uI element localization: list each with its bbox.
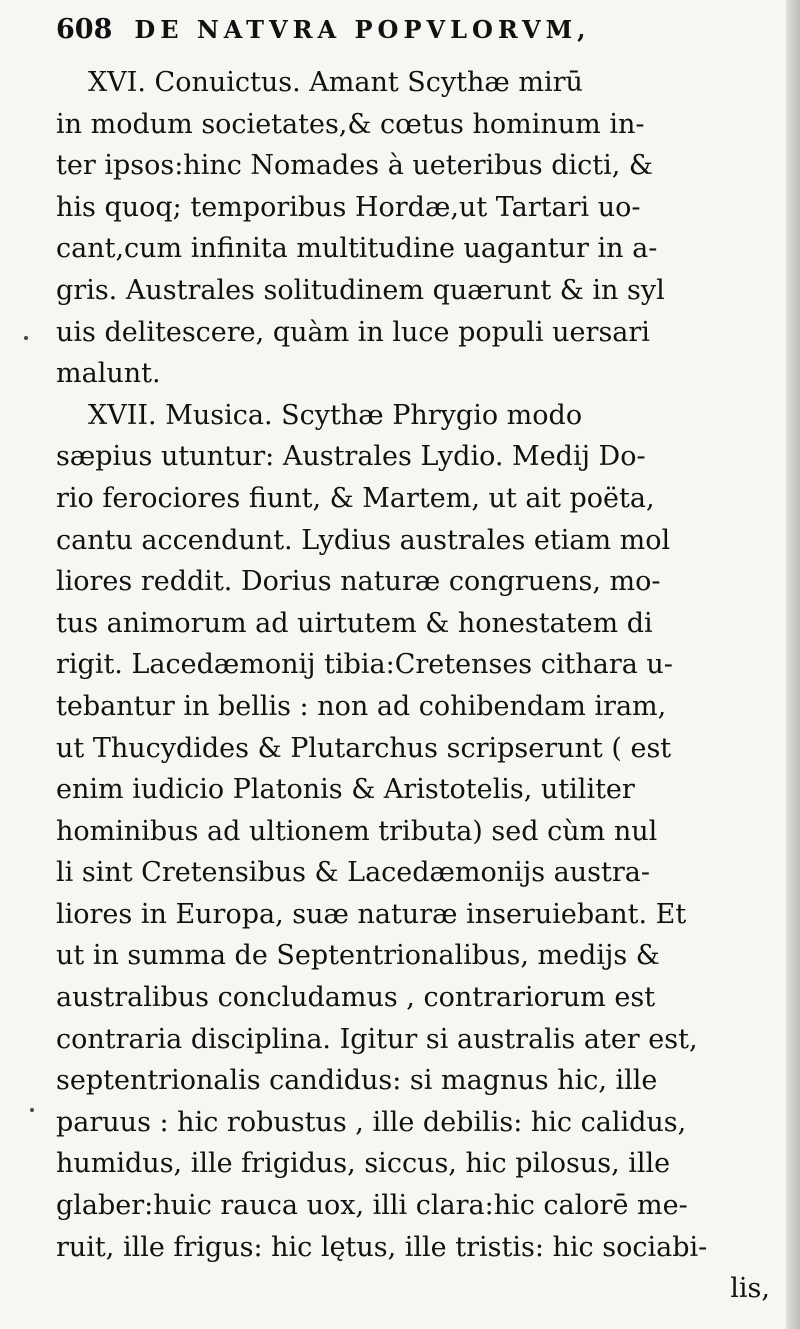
section-heading-musica: XVII. Musica. Scythæ Phrygio modo: [88, 399, 583, 431]
page-number: 608: [56, 14, 113, 45]
ink-speck: [24, 336, 28, 340]
text-line: malunt.: [56, 358, 161, 390]
text-line: ut in summa de Septentrionalibus, medijs &: [56, 940, 660, 972]
text-line: hominibus ad ultionem tributa) sed cùm nul: [56, 815, 658, 847]
text-line: in modum societates,& cœtus hominum in-: [56, 108, 645, 140]
running-head: DE NATVRA POPVLORVM,: [134, 15, 591, 44]
text-line: australibus concludamus , contrariorum est: [56, 982, 656, 1014]
page-header: [56, 14, 784, 62]
text-line: paruus : hic robustus , ille debilis: hic calidus,: [56, 1106, 687, 1138]
text-line: humidus, ille frigidus, siccus, hic pilosus, ille: [56, 1148, 671, 1180]
ink-speck: [30, 1108, 34, 1112]
text-line: glaber:huic rauca uox, illi clara:hic calorē me-: [56, 1190, 688, 1222]
text-line: tus animorum ad uirtutem & honestatem di: [56, 607, 653, 639]
text-line: sæpius utuntur: Australes Lydio. Medij Do-: [56, 441, 646, 473]
text-line: liores reddit. Dorius naturæ congruens, mo-: [56, 566, 661, 598]
text-block: [56, 14, 784, 1310]
text-line: liores in Europa, suæ naturæ inseruiebant. Et: [56, 898, 687, 930]
text-line: cant,cum infinita multitudine uagantur in a-: [56, 233, 658, 265]
text-line: enim iudicio Platonis & Aristotelis, utiliter: [56, 774, 635, 806]
text-line: rio ferociores fiunt, & Martem, ut ait poëta,: [56, 482, 655, 514]
page-gutter-shadow: [786, 0, 800, 1329]
catchword: lis,: [730, 1273, 770, 1305]
text-line: ut Thucydides & Plutarchus scripserunt ( est: [56, 732, 672, 764]
text-line: ruit, ille frigus: hic lętus, ille tristis: hic sociabi-: [56, 1231, 708, 1263]
text-line: gris. Australes solitudinem quærunt & in syl: [56, 274, 665, 306]
text-line: contraria disciplina. Igitur si australis ater est,: [56, 1023, 698, 1055]
text-line: rigit. Lacedæmonij tibia:Cretenses cithara u-: [56, 649, 673, 681]
text-line: uis delitescere, quàm in luce populi uersari: [56, 316, 650, 348]
section-heading-conuictus: XVI. Conuictus. Amant Scythæ mirū: [88, 67, 583, 98]
text-line: li sint Cretensibus & Lacedæmonijs austra-: [56, 857, 650, 889]
text-line: ter ipsos:hinc Nomades à ueteribus dicti, &: [56, 150, 653, 182]
text-line: his quoq; temporibus Hordæ,ut Tartari uo-: [56, 191, 641, 223]
text-line: septentrionalis candidus: si magnus hic, ille: [56, 1065, 658, 1097]
text-line: tebantur in bellis : non ad cohibendam iram,: [56, 690, 667, 722]
text-line: cantu accendunt. Lydius australes etiam mol: [56, 524, 671, 556]
